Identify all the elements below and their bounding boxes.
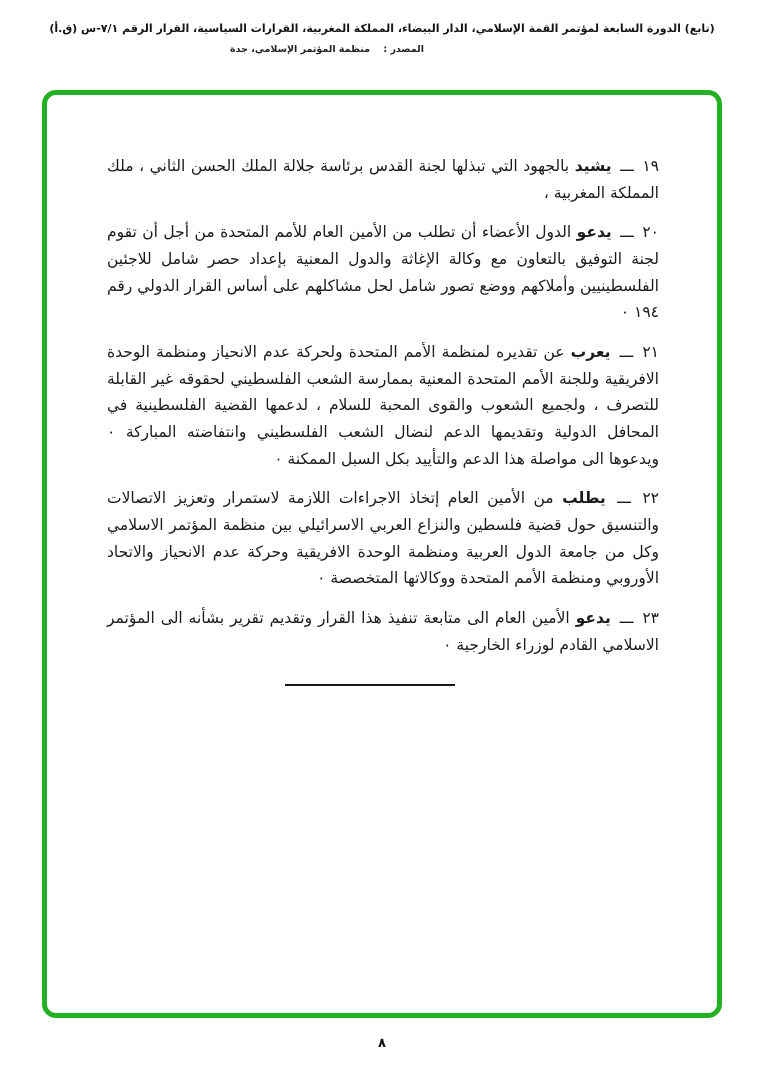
paragraph-dash: ـــ — [620, 157, 634, 175]
paragraph-lead-verb: يدعو — [575, 608, 611, 627]
paragraph-dash: ـــ — [619, 342, 634, 361]
document-header — [0, 22, 764, 55]
paragraph-number: ٢٣ — [642, 608, 660, 627]
paragraph-dash: ـــ — [619, 608, 634, 627]
paragraph-text: الدول الأعضاء أن تطلب من الأمين العام للأمم المتحدة من أجل أن تقوم لجنة التوفيق بالتعاون مع وكالة الإغاثة والدول المعنية بإعداد حصر شامل للاجئين الفلسطينيين وأملاكهم ووضع تصور شامل لحل مشاكلهم على أساس القرار الدولي رقم ١٩٤ ٠ — [107, 223, 659, 322]
paragraph-text: بالجهود التي تبذلها لجنة القدس برئاسة جلالة الملك الحسن الثاني ، ملك المملكة المغربية ، — [107, 157, 659, 202]
header-source-line — [0, 44, 709, 55]
paragraph-dash: ـــ — [617, 489, 631, 508]
paragraph-text: من الأمين العام إتخاذ الاجراءات اللازمة لاستمرار وتعزيز الاتصالات والتنسيق حول قضية فلسطين والنزاع العربي الاسرائيلي بين منظمة المؤتمر الاسلامي وكل من جامعة الدول العربية ومنظمة الوحدة الافريقية وحركة عدم الانحياز والاتحاد الأوروبي ومنظمة الأمم المتحدة ووكالاتها المتخصصة ٠ — [107, 489, 659, 588]
source-label: المصدر : — [383, 44, 424, 55]
resolution-paragraph — [107, 153, 659, 206]
resolution-paragraph — [107, 219, 659, 326]
paragraph-number: ١٩ — [642, 157, 659, 175]
paragraph-text: الأمين العام الى متابعة تنفيذ هذا القرار وتقديم تقرير بشأنه الى المؤتمر الاسلامي القادم لوزراء الخارجية ٠ — [107, 608, 659, 654]
resolution-paragraph — [107, 339, 659, 472]
paragraph-number: ٢٠ — [642, 223, 659, 242]
page-number: ٨ — [378, 1036, 386, 1051]
paragraph-dash: ـــ — [620, 223, 634, 242]
paragraph-text: عن تقديره لمنظمة الأمم المتحدة ولحركة عدم الانحياز ومنظمة الوحدة الافريقية وللجنة الأمم المتحدة المعنية بممارسة الشعب الفلسطيني لحقوقه غير القابلة للتصرف ، ولجميع الشعوب والقوى المحبة للسلام ، لدعمها القضية الفلسطينية في المحافل الدولية وتقديمها الدعم لنضال الشعب الفلسطيني وانتفاضته المباركة ٠ ويدعوها الى مواصلة هذا الدعم والتأييد بكل السبل الممكنة ٠ — [107, 342, 659, 468]
document-body — [107, 153, 659, 686]
resolution-paragraph — [107, 605, 659, 658]
document-frame — [42, 90, 722, 1018]
paragraph-lead-verb: يشيد — [574, 157, 612, 175]
paragraph-lead-verb: يدعو — [576, 223, 612, 242]
paragraph-lead-verb: يعرب — [570, 342, 611, 361]
paragraph-number: ٢٢ — [642, 489, 659, 508]
source-value: منظمة المؤتمر الإسلامي، جدة — [230, 44, 371, 55]
paragraph-number: ٢١ — [642, 342, 659, 361]
end-divider-line — [285, 684, 455, 686]
resolution-paragraph — [107, 485, 659, 592]
header-title-line: (تابع) الدورة السابعة لمؤتمر القمة الإسلامي، الدار البيضاء، المملكة المغربية، القرارات السياسية، القرار الرقم ٧/١-س (ق.أ) — [49, 22, 715, 35]
paragraph-lead-verb: يطلب — [562, 489, 606, 508]
